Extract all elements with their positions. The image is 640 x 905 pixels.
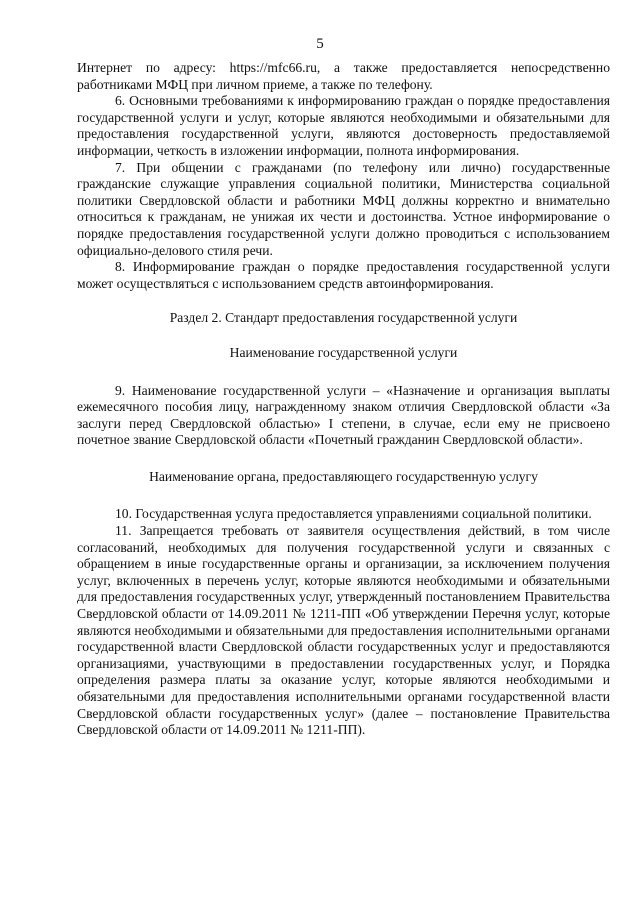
subheading-service-name: Наименование государственной услуги	[229, 344, 458, 360]
paragraph-11: 11. Запрещается требовать от заявителя осуществления действий, в том числе согласований, необходимых для получения государственной услуги и связанных с обращением в иные государственные органы и организации, за исключением получения услуг, включенных в перечень услуг, которые являются необходимыми и обязательными для предоставления государственных услуг, утвержденный постановлением Правительства Свердловской области от 14.09.2011 № 1211-ПП «Об утверждении Перечня услуг, которые являются необходимыми и обязательными для предоставления исполнительными органами государственной власти Свердловской области государственных услуг и предоставляются организациями, участвующими в предоставлении государственных услуг, и Порядка определения размера платы за оказание услуг, которые являются необходимыми и обязательными для предоставления исполнительными органами государственной власти Свердловской области государственных услуг» (далее – постановление Правительства Свердловской области от 14.09.2011 № 1211-ПП).	[77, 523, 610, 738]
paragraph-9: 9. Наименование государственной услуги – «Назначение и организация выплаты ежемесячного пособия лицу, награжденному знаком отличия Свердловской области «За заслуги перед Свердловской областью» I степени, в случае, если ему не присвоено почетное звание Свердловской области «Почетный гражданин Свердловской области».	[77, 382, 610, 448]
paragraph-10: 10. Государственная услуга предоставляется управлениями социальной политики.	[115, 506, 592, 522]
subheading-provider-organ: Наименование органа, предоставляющего государственную услугу	[149, 468, 538, 484]
paragraph-continuation: Интернет по адресу: https://mfc66.ru, а также предоставляется непосредственно работниками МФЦ при личном приеме, а также по телефону.	[77, 60, 610, 92]
paragraph-6: 6. Основными требованиями к информированию граждан о порядке предоставления государственной услуги и услуг, которые являются необходимыми и обязательными для предоставления государственной услуги, являются достоверность предоставляемой информации, четкость в изложении информации, полнота информирования.	[77, 93, 610, 158]
document-body	[77, 60, 610, 739]
paragraph-8: 8. Информирование граждан о порядке предоставления государственной услуги может осуществляться с использованием средств автоинформирования.	[77, 259, 610, 291]
section-heading: Раздел 2. Стандарт предоставления государственной услуги	[169, 310, 518, 326]
page-number: 5	[316, 36, 324, 52]
paragraph-7: 7. При общении с гражданами (по телефону или лично) государственные гражданские служащие управления социальной политики, Министерства социальной политики Свердловской области и работники МФЦ должны корректно и внимательно относиться к гражданам, не унижая их чести и достоинства. Устное информирование о порядке предоставления государственной услуги должно проводиться с использованием официально-делового стиля речи.	[77, 159, 610, 258]
